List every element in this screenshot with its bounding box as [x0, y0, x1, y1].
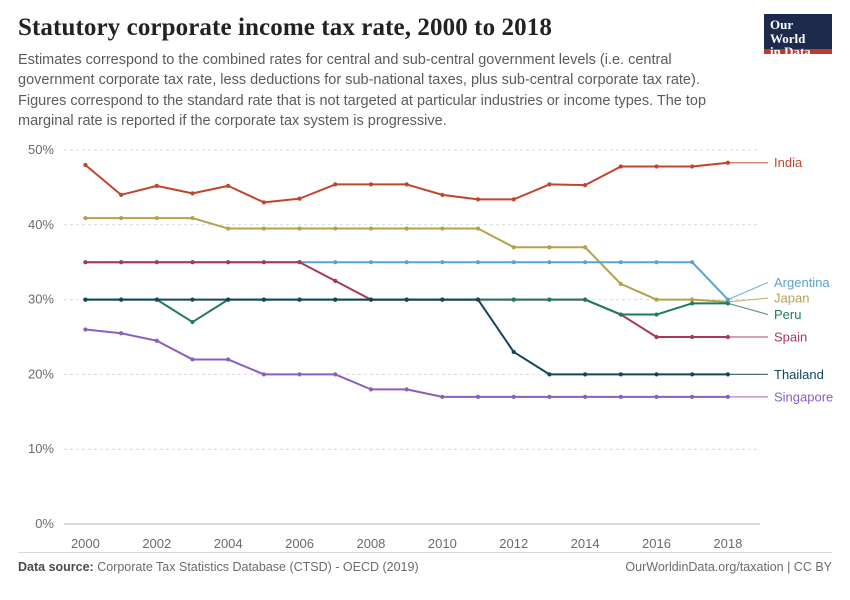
data-point: [297, 298, 301, 302]
data-point: [83, 327, 87, 331]
series-label-japan[interactable]: Japan: [774, 290, 810, 306]
data-point: [333, 372, 337, 376]
data-point: [512, 395, 516, 399]
series-label-connector: [728, 303, 768, 314]
y-tick-label: 50%: [27, 142, 54, 157]
data-point: [190, 216, 194, 220]
series-argentina[interactable]: [83, 260, 730, 302]
y-tick-label: 0%: [35, 516, 54, 531]
data-point: [190, 298, 194, 302]
data-point: [476, 395, 480, 399]
data-point: [583, 260, 587, 264]
data-point: [690, 301, 694, 305]
series-singapore[interactable]: [83, 327, 730, 399]
series-japan[interactable]: [83, 216, 730, 304]
data-point: [369, 387, 373, 391]
data-point: [654, 372, 658, 376]
data-point: [512, 245, 516, 249]
data-point: [440, 395, 444, 399]
data-point: [619, 282, 623, 286]
data-point: [583, 298, 587, 302]
y-tick-label: 10%: [27, 441, 54, 457]
data-point: [297, 197, 301, 201]
x-tick-label: 2010: [427, 536, 457, 551]
data-source: [18, 560, 419, 574]
data-point: [297, 260, 301, 264]
y-tick-label: 40%: [27, 216, 54, 232]
data-point: [226, 184, 230, 188]
data-point: [155, 260, 159, 264]
data-point: [190, 260, 194, 264]
data-point: [369, 226, 373, 230]
data-point: [405, 387, 409, 391]
series-label-peru[interactable]: Peru: [774, 307, 802, 323]
data-point: [619, 395, 623, 399]
license-text[interactable]: OurWorldinData.org/taxation | CC BY: [625, 560, 832, 574]
data-point: [619, 312, 623, 316]
data-point: [119, 298, 123, 302]
data-point: [654, 312, 658, 316]
data-point: [619, 164, 623, 168]
data-point: [369, 182, 373, 186]
x-tick-label: 2000: [70, 536, 100, 551]
x-tick-label: 2014: [570, 536, 600, 551]
data-point: [226, 226, 230, 230]
data-point: [690, 260, 694, 264]
data-point: [155, 298, 159, 302]
series-label-connector: [728, 282, 768, 299]
logo-line-2: in Data: [770, 44, 811, 60]
data-point: [333, 226, 337, 230]
data-point: [512, 350, 516, 354]
data-point: [690, 164, 694, 168]
our-world-in-data-logo[interactable]: [764, 14, 832, 60]
series-label-thailand[interactable]: Thailand: [774, 366, 824, 382]
series-label-spain[interactable]: Spain: [774, 329, 808, 345]
data-point: [226, 298, 230, 302]
data-point: [547, 260, 551, 264]
line-chart: [0, 136, 850, 556]
series-label-india[interactable]: India: [774, 155, 803, 171]
x-tick-label: 2018: [713, 536, 743, 551]
x-tick-label: 2002: [142, 536, 172, 551]
data-point: [619, 372, 623, 376]
data-source-label: Data source:: [18, 560, 94, 574]
data-point: [690, 298, 694, 302]
data-point: [476, 226, 480, 230]
series-line-peru: [85, 300, 727, 322]
data-point: [405, 226, 409, 230]
data-point: [440, 260, 444, 264]
data-point: [333, 260, 337, 264]
data-point: [690, 335, 694, 339]
data-point: [405, 260, 409, 264]
data-point: [262, 200, 266, 204]
data-point: [155, 339, 159, 343]
series-india[interactable]: [83, 161, 730, 205]
data-point: [690, 372, 694, 376]
data-point: [547, 372, 551, 376]
data-point: [83, 163, 87, 167]
data-point: [297, 226, 301, 230]
data-point: [119, 260, 123, 264]
data-point: [262, 260, 266, 264]
data-point: [654, 335, 658, 339]
data-point: [369, 298, 373, 302]
data-point: [83, 298, 87, 302]
data-point: [297, 372, 301, 376]
data-point: [476, 298, 480, 302]
data-point: [119, 331, 123, 335]
series-line-argentina: [85, 262, 727, 299]
data-point: [583, 395, 587, 399]
series-line-singapore: [85, 330, 727, 397]
data-point: [654, 164, 658, 168]
logo-line-1: Our World: [770, 17, 806, 46]
data-point: [226, 260, 230, 264]
data-point: [583, 183, 587, 187]
data-point: [547, 182, 551, 186]
data-point: [262, 298, 266, 302]
data-point: [547, 298, 551, 302]
data-point: [476, 197, 480, 201]
data-point: [333, 298, 337, 302]
data-point: [333, 182, 337, 186]
data-point: [440, 193, 444, 197]
data-point: [405, 182, 409, 186]
data-point: [512, 197, 516, 201]
data-point: [226, 357, 230, 361]
data-point: [119, 216, 123, 220]
data-point: [155, 184, 159, 188]
chart-subtitle: Estimates correspond to the combined rates for central and sub-central government levels (i.e. central government corporate tax rate, less deductions for sub-national taxes, plus sub-central corporate tax rate). Figures correspond to the standard rate that is not targeted at particular industries or income types. The top marginal rate is reported if the corporate tax system is progressive.: [18, 51, 707, 130]
data-point: [190, 357, 194, 361]
series-thailand[interactable]: [83, 298, 730, 377]
x-tick-label: 2016: [642, 536, 671, 551]
data-point: [583, 245, 587, 249]
data-point: [654, 395, 658, 399]
series-label-singapore[interactable]: Singapore: [774, 389, 834, 405]
data-point: [190, 320, 194, 324]
data-point: [654, 298, 658, 302]
data-point: [547, 245, 551, 249]
y-tick-label: 30%: [27, 291, 54, 307]
x-tick-label: 2004: [213, 536, 243, 551]
data-point: [405, 298, 409, 302]
data-point: [83, 216, 87, 220]
data-point: [619, 260, 623, 264]
data-point: [333, 279, 337, 283]
data-point: [440, 298, 444, 302]
data-point: [262, 226, 266, 230]
page-title: Statutory corporate income tax rate, 2000 to 2018: [18, 14, 552, 41]
data-point: [83, 260, 87, 264]
chart-canvas: [0, 136, 850, 556]
data-point: [476, 260, 480, 264]
series-label-connector: [728, 298, 768, 302]
chart-footer: [18, 552, 832, 588]
series-line-thailand: [85, 300, 727, 375]
data-point: [119, 193, 123, 197]
data-point: [190, 191, 194, 195]
y-tick-label: 20%: [27, 366, 54, 382]
data-point: [155, 216, 159, 220]
data-point: [547, 395, 551, 399]
data-point: [512, 260, 516, 264]
data-point: [512, 298, 516, 302]
data-point: [440, 226, 444, 230]
data-point: [654, 260, 658, 264]
data-source-text: Corporate Tax Statistics Database (CTSD) - OECD (2019): [97, 560, 419, 574]
series-label-argentina[interactable]: Argentina: [774, 274, 830, 290]
data-point: [262, 372, 266, 376]
x-tick-label: 2006: [285, 536, 315, 551]
x-tick-label: 2008: [356, 536, 386, 551]
data-point: [690, 395, 694, 399]
x-tick-label: 2012: [499, 536, 529, 551]
data-point: [369, 260, 373, 264]
data-point: [583, 372, 587, 376]
